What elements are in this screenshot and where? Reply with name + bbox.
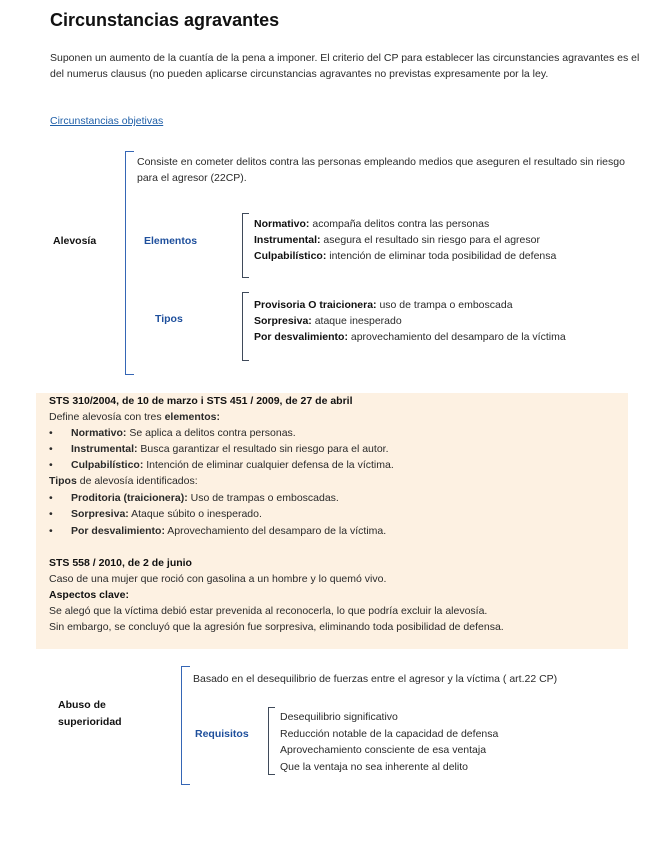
alevosia-definition: Consiste en cometer delitos contra las personas empleando medios que aseguren el resultado sin riesgo para el agresor (22CP).	[137, 156, 625, 184]
case-law-box	[36, 393, 628, 649]
case-elemento-item: • Culpabilístico: Intención de eliminar cualquier defensa de la víctima.	[49, 459, 394, 471]
case-tipo-item: • Por desvalimiento: Aprovechamiento del desamparo de la víctima.	[49, 525, 387, 537]
abuso-bracket	[181, 666, 190, 785]
case-heading-2: STS 558 / 2010, de 2 de junio	[49, 557, 192, 569]
elementos-list	[254, 216, 614, 264]
requisito-item: Reducción notable de la capacidad de defensa	[280, 727, 499, 740]
page-title: Circunstancias agravantes	[50, 10, 280, 30]
requisito-item: Que la ventaja no sea inherente al delito	[280, 760, 468, 773]
tipos-label: Tipos	[155, 313, 183, 325]
tipo-item: Sorpresiva: ataque inesperado	[254, 315, 402, 327]
tipos-line: Tipos de alevosía identificados:	[49, 475, 198, 487]
intro-paragraph: Suponen un aumento de la cuantía de la pena a imponer. El criterio del CP para establecer las circunstancies agravantes es el del numerus clausus (no pueden aplicarse circunstancias agravantes no previstas expresamente por la ley.	[50, 52, 640, 80]
tipos-list	[254, 297, 604, 345]
aspectos-label: Aspectos clave:	[49, 589, 129, 601]
requisito-item: Aprovechamiento consciente de esa ventaja	[280, 744, 487, 756]
abuso-definition: Basado en el desequilibrio de fuerzas entre el agresor y la víctima ( art.22 CP)	[193, 673, 558, 685]
requisitos-list	[280, 709, 600, 775]
aspecto-1: Se alegó que la víctima debió estar prevenida al reconocerla, lo que podría excluir la alevosía.	[49, 605, 488, 617]
section-link-circunstancias-objetivas[interactable]: Circunstancias objetivas	[50, 115, 164, 127]
abuso-label: Abuso de superioridad	[58, 699, 122, 728]
case-tipo-item: • Sorpresiva: Ataque súbito o inesperado.	[49, 508, 262, 520]
case-tipo-item: • Proditoria (traicionera): Uso de trampas o emboscadas.	[49, 492, 339, 504]
tipo-item: Provisoria O traicionera: uso de trampa o emboscada	[254, 299, 513, 311]
case-text: Caso de una mujer que roció con gasolina a un hombre y lo quemó vivo.	[49, 573, 387, 585]
case-elemento-item: • Normativo: Se aplica a delitos contra personas.	[49, 427, 296, 439]
alevosia-bracket	[125, 151, 134, 375]
case-heading-1: STS 310/2004, de 10 de marzo i STS 451 / 2009, de 27 de abril	[49, 395, 353, 407]
elementos-bracket	[242, 213, 249, 278]
requisito-item: Desequilibrio significativo	[280, 711, 398, 723]
case-elemento-item: • Instrumental: Busca garantizar el resultado sin riesgo para el autor.	[49, 443, 389, 455]
define-line: Define alevosía con tres elementos:	[49, 411, 220, 423]
elementos-label: Elementos	[144, 235, 198, 247]
elemento-item: Instrumental: asegura el resultado sin riesgo para el agresor	[254, 234, 540, 246]
requisitos-bracket	[268, 707, 275, 775]
requisitos-label: Requisitos	[195, 728, 249, 740]
tipos-bracket	[242, 292, 249, 361]
tipo-item: Por desvalimiento: aprovechamiento del desamparo de la víctima	[254, 331, 566, 343]
elemento-item: Normativo: acompaña delitos contra las personas	[254, 218, 490, 230]
alevosia-label: Alevosía	[53, 235, 97, 247]
elemento-item: Culpabilístico: intención de eliminar toda posibilidad de defensa	[254, 250, 557, 262]
aspecto-2: Sin embargo, se concluyó que la agresión fue sorpresiva, eliminando toda posibilidad de defensa.	[49, 621, 504, 633]
